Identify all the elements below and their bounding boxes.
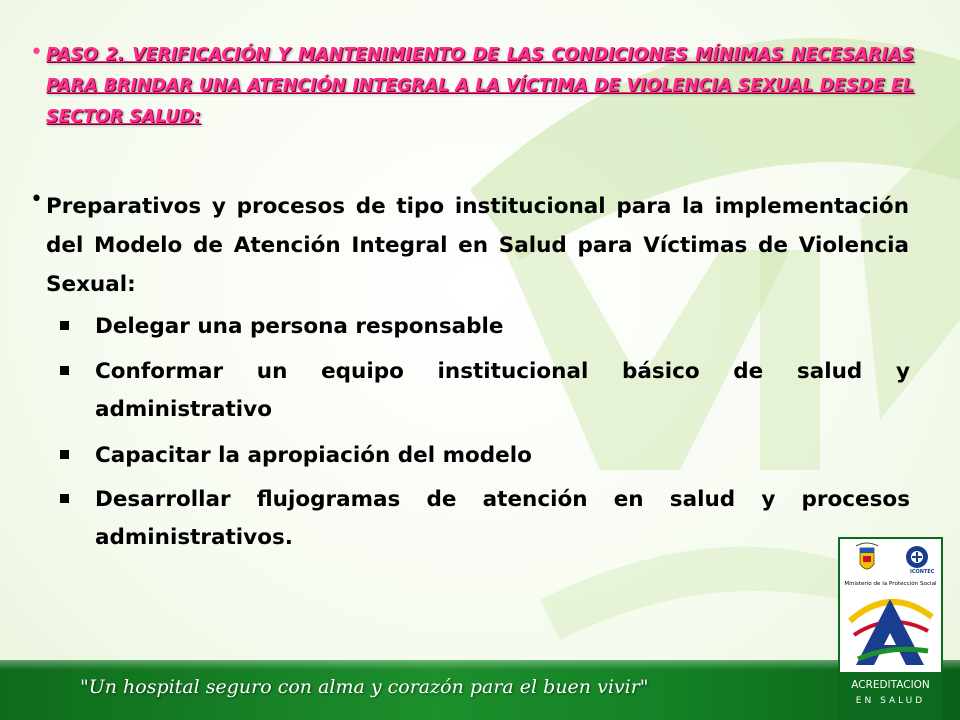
accreditation-subtitle: EN SALUD (855, 696, 926, 706)
institution-logos (842, 542, 939, 582)
accreditation-logo-panel (838, 537, 943, 720)
sub-item-text: Desarrollar flujogramas de atención en salud y procesos administrativos. (95, 487, 910, 550)
square-bullet-icon (60, 366, 69, 375)
footer-slogan: "Un hospital seguro con alma y corazón para el buen vivir" (80, 676, 649, 698)
main-bullet-text: Preparativos y procesos de tipo institucional para la implementación del Modelo de Atención Integral en Salud para Víctimas de Violencia Sexual: (46, 194, 909, 297)
ministry-label: Ministerio de la Protección Social (844, 581, 937, 587)
icontec-seal-icon (906, 546, 928, 568)
main-bullet: • (30, 187, 43, 212)
square-bullet-icon (60, 494, 69, 503)
icontec-label: ICONTEC (910, 569, 935, 575)
sub-item-text: Capacitar la apropiación del modelo (95, 443, 532, 468)
square-bullet-icon (60, 450, 69, 459)
step-heading: PASO 2. VERIFICACIÓN Y MANTENIMIENTO DE LAS CONDICIONES MÍNIMAS NECESARIAS PARA BRINDAR UNA ATENCIÓN INTEGRAL A LA VÍCTIMA DE VIOLENCIA SEXUAL DESDE EL SECTOR SALUD: (46, 45, 914, 127)
banner-shine (0, 660, 960, 670)
heading-bullet: • (30, 40, 43, 65)
accreditation-title: ACREDITACION (851, 679, 930, 691)
sub-item-text: Conformar un equipo institucional básico de salud y administrativo (95, 359, 910, 422)
sub-item-text: Delegar una persona responsable (95, 314, 504, 339)
coat-of-arms-icon (856, 543, 878, 569)
square-bullet-icon (60, 321, 69, 330)
accreditation-a-icon (844, 591, 937, 671)
